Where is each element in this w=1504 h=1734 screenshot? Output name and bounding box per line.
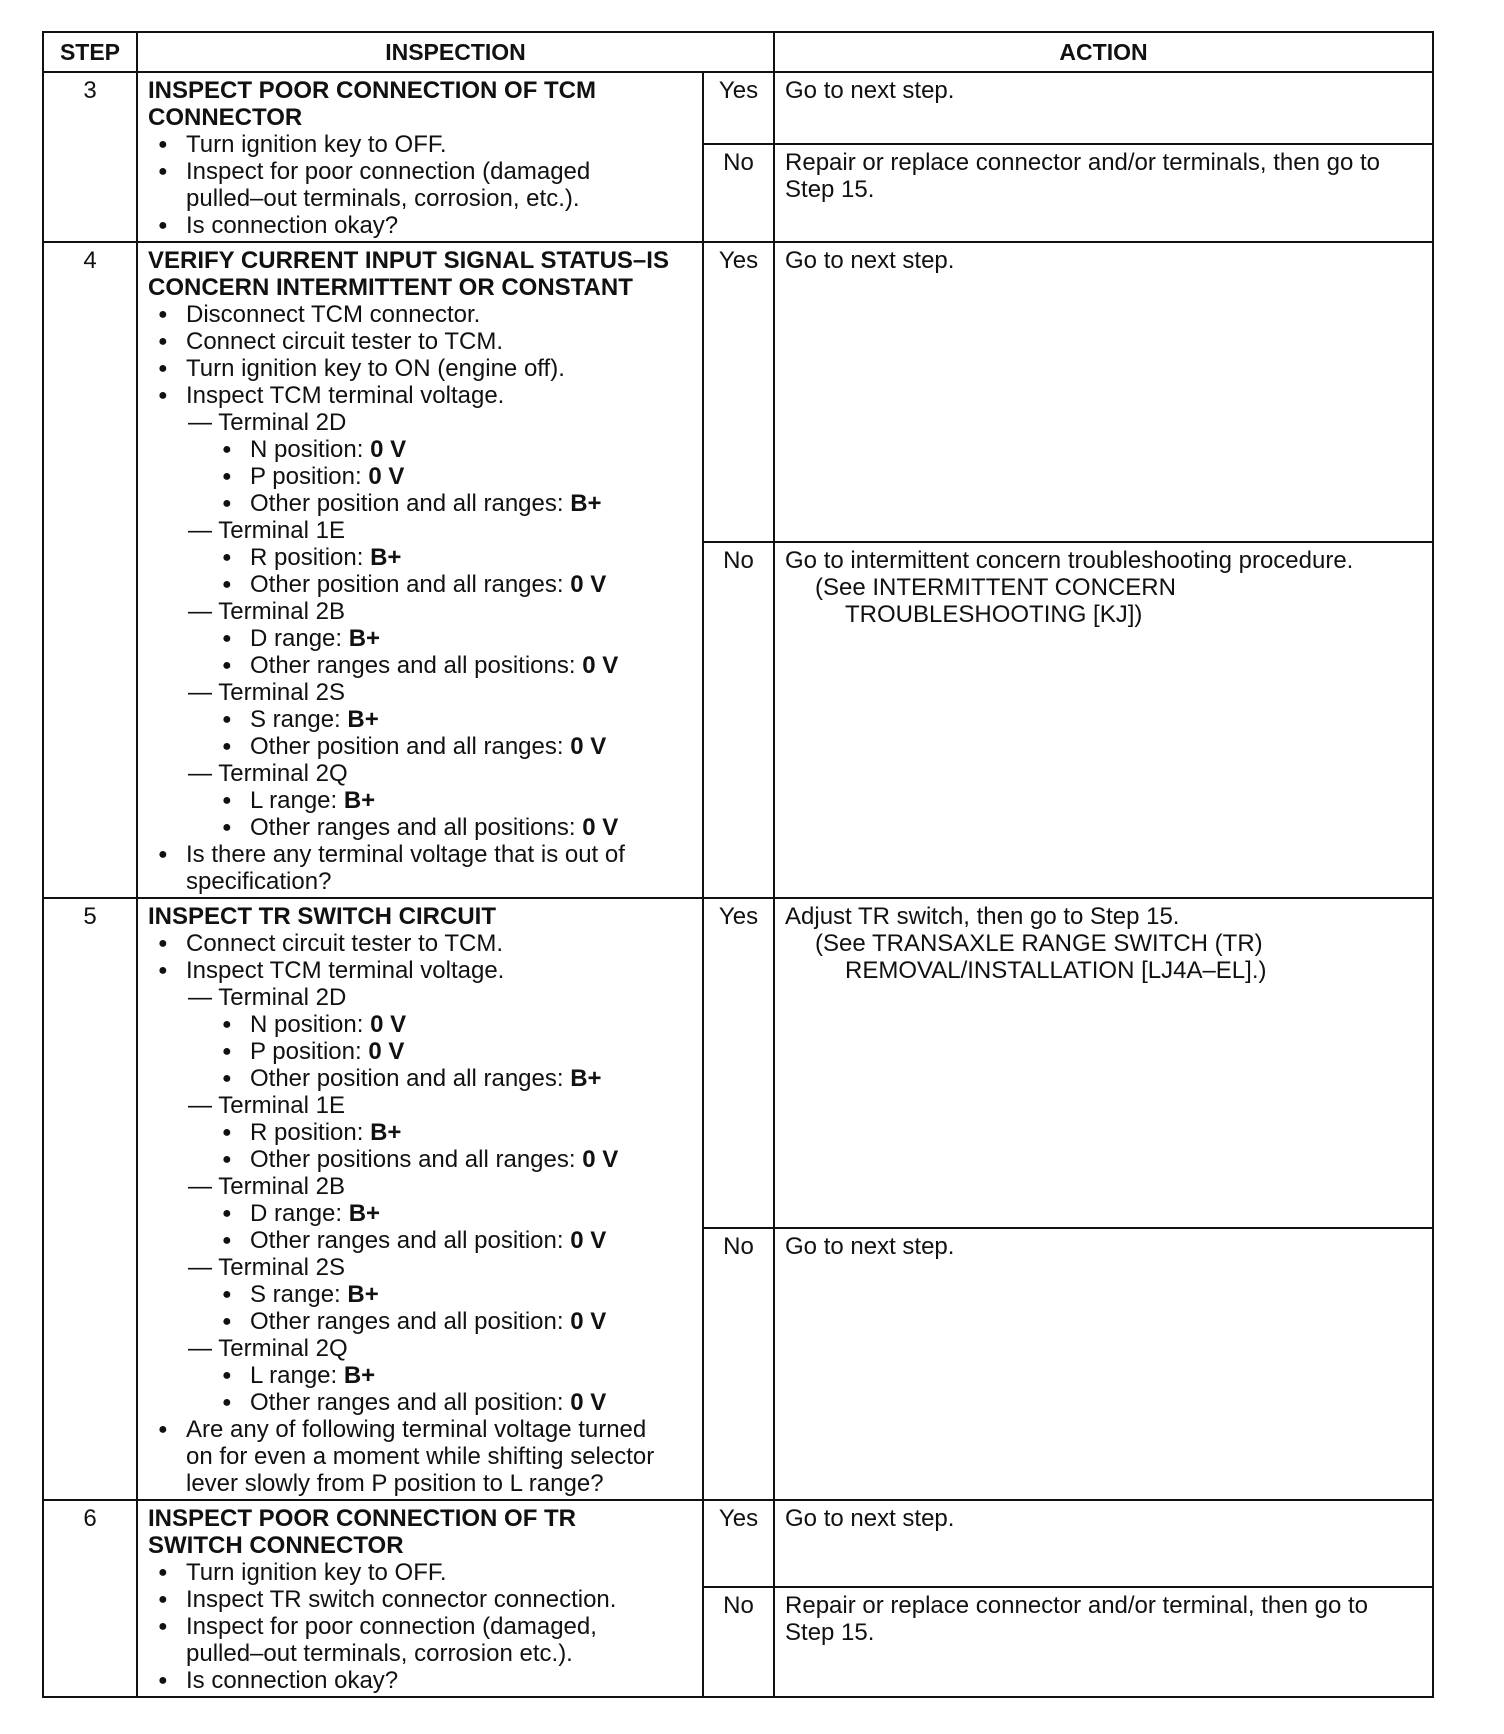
step-number: 5: [43, 898, 137, 1500]
inspection-cell: [137, 72, 703, 242]
terminal-spec: ● D range: B+: [148, 1200, 694, 1227]
list-item: ● Disconnect TCM connector.: [148, 301, 694, 328]
inspection-list: [148, 1559, 694, 1694]
no-action: Go to intermittent concern troubleshooting procedure. (See INTERMITTENT CONCERN TROUBLESHOOTING [KJ]): [774, 542, 1433, 898]
no-label: No: [703, 1228, 774, 1500]
terminal-spec: ● Other position and all ranges: 0 V: [148, 733, 694, 760]
terminal-spec: ● N position: 0 V: [148, 436, 694, 463]
terminal-spec: ● P position: 0 V: [148, 463, 694, 490]
yes-label: Yes: [703, 1500, 774, 1587]
step-number: 3: [43, 72, 137, 242]
terminal-heading: — Terminal 2Q: [188, 1335, 348, 1362]
header-step: STEP: [43, 32, 137, 72]
table-row: [43, 72, 1433, 144]
terminal-spec: ● Other position and all ranges: 0 V: [148, 571, 694, 598]
terminal-spec: ● L range: B+: [148, 1362, 694, 1389]
terminal-spec: ● Other ranges and all position: 0 V: [148, 1308, 694, 1335]
terminal-spec: ● Other position and all ranges: B+: [148, 490, 694, 517]
list-item: ● Are any of following terminal voltage turned on for even a moment while shifting selector lever slowly from P position to L range?: [148, 1416, 694, 1497]
inspection-title: INSPECT POOR CONNECTION OF TCM CONNECTOR: [148, 77, 597, 131]
troubleshooting-table: [42, 31, 1434, 1698]
yes-action: Go to next step.: [774, 72, 1433, 144]
terminal-spec: ● R position: B+: [148, 544, 694, 571]
no-action: Go to next step.: [774, 1228, 1433, 1500]
yes-label: Yes: [703, 72, 774, 144]
inspection-list: [148, 131, 694, 239]
terminal-spec: ● Other ranges and all position: 0 V: [148, 1389, 694, 1416]
yes-label: Yes: [703, 242, 774, 542]
list-item: ● Inspect for poor connection (damaged pulled–out terminals, corrosion, etc.).: [148, 158, 694, 212]
inspection-cell: [137, 242, 703, 898]
terminal-spec: ● N position: 0 V: [148, 1011, 694, 1038]
list-item: ● Connect circuit tester to TCM.: [148, 328, 694, 355]
header-row: [43, 32, 1433, 72]
terminal-spec: ● S range: B+: [148, 706, 694, 733]
list-item: ● Inspect for poor connection (damaged, pulled–out terminals, corrosion etc.).: [148, 1613, 694, 1667]
terminal-heading: — Terminal 2S: [188, 679, 345, 706]
yes-action: Go to next step.: [774, 242, 1433, 542]
terminal-spec: ● P position: 0 V: [148, 1038, 694, 1065]
terminal-spec: ● Other ranges and all positions: 0 V: [148, 814, 694, 841]
no-label: No: [703, 1587, 774, 1697]
list-item: ● Is there any terminal voltage that is out of specification?: [148, 841, 694, 895]
table-row: [43, 242, 1433, 542]
no-action: Repair or replace connector and/or terminals, then go to Step 15.: [774, 144, 1433, 242]
list-item: ● Inspect TCM terminal voltage.: [148, 382, 694, 409]
terminal-spec: ● R position: B+: [148, 1119, 694, 1146]
inspection-title: VERIFY CURRENT INPUT SIGNAL STATUS–IS CONCERN INTERMITTENT OR CONSTANT: [148, 247, 669, 301]
list-item: ● Inspect TR switch connector connection.: [148, 1586, 694, 1613]
yes-label: Yes: [703, 898, 774, 1228]
list-item: ● Connect circuit tester to TCM.: [148, 930, 694, 957]
inspection-list: [148, 301, 694, 895]
table-row: [43, 1500, 1433, 1587]
no-label: No: [703, 542, 774, 898]
yes-action: Go to next step.: [774, 1500, 1433, 1587]
terminal-heading: — Terminal 1E: [188, 517, 345, 544]
header-inspection: INSPECTION: [137, 32, 774, 72]
no-action: Repair or replace connector and/or terminal, then go to Step 15.: [774, 1587, 1433, 1697]
list-item: ● Turn ignition key to ON (engine off).: [148, 355, 694, 382]
list-item: ● Is connection okay?: [148, 212, 694, 239]
inspection-cell: [137, 898, 703, 1500]
terminal-spec: ● L range: B+: [148, 787, 694, 814]
step-number: 4: [43, 242, 137, 898]
terminal-heading: — Terminal 2Q: [188, 760, 348, 787]
terminal-spec: ● Other position and all ranges: B+: [148, 1065, 694, 1092]
terminal-spec: ● S range: B+: [148, 1281, 694, 1308]
inspection-title: INSPECT TR SWITCH CIRCUIT: [148, 903, 496, 930]
list-item: ● Is connection okay?: [148, 1667, 694, 1694]
inspection-cell: [137, 1500, 703, 1697]
terminal-heading: — Terminal 2D: [188, 409, 347, 436]
terminal-heading: — Terminal 2D: [188, 984, 347, 1011]
inspection-title: INSPECT POOR CONNECTION OF TR SWITCH CONNECTOR: [148, 1505, 577, 1559]
terminal-spec: ● Other ranges and all position: 0 V: [148, 1227, 694, 1254]
header-action: ACTION: [774, 32, 1433, 72]
table-row: [43, 898, 1433, 1228]
yes-action: Adjust TR switch, then go to Step 15. (See TRANSAXLE RANGE SWITCH (TR) REMOVAL/INSTALLATION [LJ4A–EL].): [774, 898, 1433, 1228]
terminal-spec: ● D range: B+: [148, 625, 694, 652]
terminal-heading: — Terminal 2B: [188, 1173, 345, 1200]
terminal-spec: ● Other ranges and all positions: 0 V: [148, 652, 694, 679]
terminal-heading: — Terminal 2S: [188, 1254, 345, 1281]
list-item: ● Turn ignition key to OFF.: [148, 1559, 694, 1586]
terminal-heading: — Terminal 1E: [188, 1092, 345, 1119]
terminal-heading: — Terminal 2B: [188, 598, 345, 625]
no-label: No: [703, 144, 774, 242]
inspection-list: [148, 930, 694, 1497]
step-number: 6: [43, 1500, 137, 1697]
list-item: ● Turn ignition key to OFF.: [148, 131, 694, 158]
list-item: ● Inspect TCM terminal voltage.: [148, 957, 694, 984]
terminal-spec: ● Other positions and all ranges: 0 V: [148, 1146, 694, 1173]
